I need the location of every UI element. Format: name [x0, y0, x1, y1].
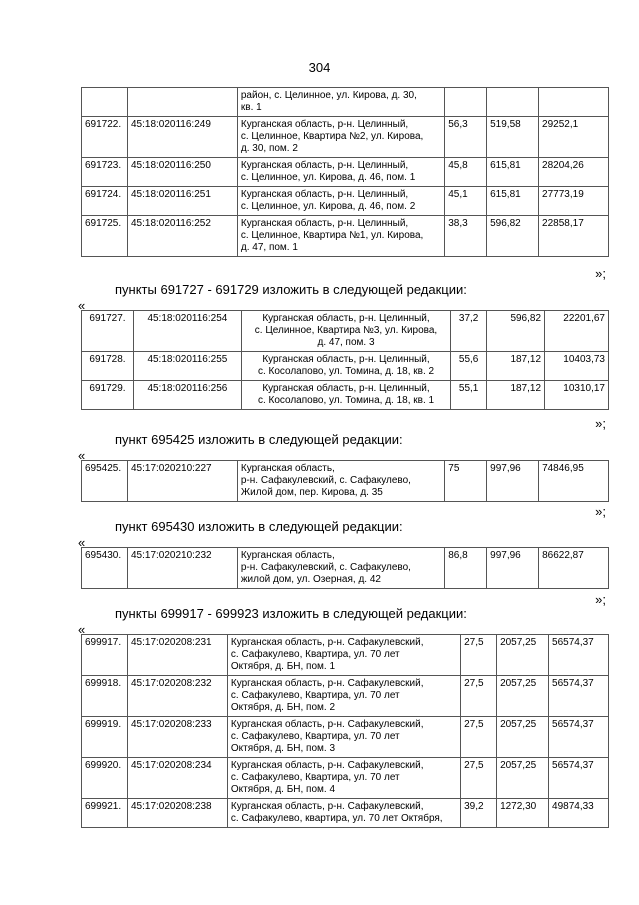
table-row [82, 187, 609, 216]
area-cell: 38,3 [445, 216, 487, 257]
address-line: с. Сафакулево, Квартира, ул. 70 лет [230, 731, 400, 742]
address-line: жилой дом, ул. Озерная, д. 42 [240, 574, 381, 585]
total-value-cell: 56574,37 [549, 758, 609, 799]
unit-price-cell: 2057,25 [497, 635, 549, 676]
address-line: Октября, д. БН, пом. 1 [230, 661, 336, 672]
instruction-text: пункт 695430 изложить в следующей редакции: [115, 519, 403, 534]
table-amendment [81, 460, 609, 502]
address-line: Курганская область, р-н. Целинный, [240, 160, 409, 171]
row-number-cell: 699917. [82, 635, 128, 676]
address-line: с. Сафакулево, Квартира, ул. 70 лет [230, 690, 400, 701]
row-number-cell: 699919. [82, 717, 128, 758]
row-number-cell: 691725. [82, 216, 128, 257]
row-number-cell: 691727. [82, 311, 134, 352]
address-line: р-н. Сафакулевский, с. Сафакулево, [240, 475, 411, 486]
open-quote: « [78, 535, 86, 550]
address-line: р-н. Сафакулевский, с. Сафакулево, [240, 562, 411, 573]
row-number-cell: 695425. [82, 461, 128, 502]
address-line: Курганская область, р-н. Целинный, [262, 313, 430, 324]
row-number-cell: 699921. [82, 799, 128, 828]
total-value-cell: 29252,1 [539, 117, 609, 158]
address-line: с. Косолапово, ул. Томина, д. 18, кв. 1 [257, 395, 435, 406]
total-value-cell: 27773,19 [539, 187, 609, 216]
address-line: с. Целинное, Квартира №2, ул. Кирова, [240, 131, 424, 142]
cadastral-number-cell: 45:17:020208:238 [127, 799, 227, 828]
address-cell [241, 381, 450, 410]
cadastral-number-cell: 45:18:020116:252 [127, 216, 237, 257]
table-row [82, 548, 609, 589]
area-cell: 75 [445, 461, 487, 502]
row-number-cell [82, 88, 128, 117]
address-line: Жилой дом, пер. Кирова, д. 35 [240, 487, 383, 498]
total-value-cell: 10403,73 [545, 352, 609, 381]
total-value-cell: 74846,95 [539, 461, 609, 502]
address-cell [237, 216, 444, 257]
table-amendment [81, 310, 609, 410]
area-cell: 55,1 [451, 381, 487, 410]
address-line: д. 47, пом. 1 [240, 242, 298, 253]
address-line: с. Целинное, Квартира №1, ул. Кирова, [240, 230, 424, 241]
total-value-cell: 86622,87 [539, 548, 609, 589]
address-cell [237, 88, 444, 117]
unit-price-cell: 1272,30 [497, 799, 549, 828]
row-number-cell: 699918. [82, 676, 128, 717]
address-cell [241, 352, 450, 381]
total-value-cell: 56574,37 [549, 676, 609, 717]
address-line: Курганская область, [240, 550, 335, 561]
table-amendment [81, 547, 609, 589]
cadastral-number-cell: 45:17:020208:233 [127, 717, 227, 758]
address-line: Курганская область, р-н. Сафакулевский, [230, 678, 424, 689]
cadastral-number-cell: 45:18:020116:255 [133, 352, 241, 381]
unit-price-cell: 2057,25 [497, 758, 549, 799]
close-quote: »; [595, 592, 606, 607]
unit-price-cell: 187,12 [487, 381, 545, 410]
address-line: Октября, д. БН, пом. 4 [230, 784, 336, 795]
total-value-cell [539, 88, 609, 117]
address-cell [241, 311, 450, 352]
address-cell [237, 187, 444, 216]
area-cell: 27,5 [461, 635, 497, 676]
address-line: д. 30, пом. 2 [240, 143, 298, 154]
row-number-cell: 691722. [82, 117, 128, 158]
area-cell: 86,8 [445, 548, 487, 589]
area-cell [445, 88, 487, 117]
unit-price-cell: 519,58 [487, 117, 539, 158]
row-number-cell: 699920. [82, 758, 128, 799]
address-line: Курганская область, р-н. Целинный, [240, 218, 409, 229]
instruction-text: пункты 699917 - 699923 изложить в следующей редакции: [115, 606, 467, 621]
table-row [82, 117, 609, 158]
table-row [82, 676, 609, 717]
unit-price-cell [487, 88, 539, 117]
unit-price-cell: 2057,25 [497, 717, 549, 758]
unit-price-cell: 596,82 [487, 311, 545, 352]
page-number: 304 [308, 60, 331, 75]
table-row [82, 158, 609, 187]
address-line: район, с. Целинное, ул. Кирова, д. 30, [240, 90, 417, 101]
unit-price-cell: 997,96 [487, 461, 539, 502]
close-quote: »; [595, 416, 606, 431]
address-cell [227, 676, 460, 717]
instruction-text: пункты 691727 - 691729 изложить в следующей редакции: [115, 282, 467, 297]
total-value-cell: 22201,67 [545, 311, 609, 352]
address-line: с. Сафакулево, Квартира, ул. 70 лет [230, 649, 400, 660]
address-cell [227, 799, 460, 828]
area-cell: 55,6 [451, 352, 487, 381]
area-cell: 45,1 [445, 187, 487, 216]
cadastral-number-cell: 45:17:020208:231 [127, 635, 227, 676]
table-row [82, 216, 609, 257]
row-number-cell: 691729. [82, 381, 134, 410]
address-line: с. Сафакулево, квартира, ул. 70 лет Октября, [230, 813, 443, 824]
address-line: с. Целинное, Квартира №3, ул. Кирова, [254, 325, 438, 336]
total-value-cell: 49874,33 [549, 799, 609, 828]
address-line: Октября, д. БН, пом. 2 [230, 702, 336, 713]
row-number-cell: 691724. [82, 187, 128, 216]
address-cell [237, 117, 444, 158]
address-cell [227, 758, 460, 799]
open-quote: « [78, 448, 86, 463]
cadastral-number-cell: 45:17:020208:232 [127, 676, 227, 717]
address-cell [237, 461, 444, 502]
address-line: с. Сафакулево, Квартира, ул. 70 лет [230, 772, 400, 783]
table-row [82, 635, 609, 676]
total-value-cell: 10310,17 [545, 381, 609, 410]
table-amendment [81, 634, 609, 828]
cadastral-number-cell: 45:17:020208:234 [127, 758, 227, 799]
area-cell: 45,8 [445, 158, 487, 187]
unit-price-cell: 187,12 [487, 352, 545, 381]
row-number-cell: 695430. [82, 548, 128, 589]
unit-price-cell: 596,82 [487, 216, 539, 257]
cadastral-number-cell: 45:17:020210:227 [127, 461, 237, 502]
address-line: кв. 1 [240, 102, 262, 113]
area-cell: 27,5 [461, 676, 497, 717]
cadastral-number-cell: 45:18:020116:251 [127, 187, 237, 216]
table-row [82, 758, 609, 799]
total-value-cell: 28204,26 [539, 158, 609, 187]
instruction-text: пункт 695425 изложить в следующей редакции: [115, 432, 403, 447]
unit-price-cell: 615,81 [487, 187, 539, 216]
address-line: Курганская область, р-н. Целинный, [240, 119, 409, 130]
total-value-cell: 56574,37 [549, 717, 609, 758]
address-cell [227, 635, 460, 676]
row-number-cell: 691728. [82, 352, 134, 381]
cadastral-number-cell: 45:18:020116:249 [127, 117, 237, 158]
address-line: д. 47, пом. 3 [317, 337, 375, 348]
address-line: Октября, д. БН, пом. 3 [230, 743, 336, 754]
address-line: с. Целинное, ул. Кирова, д. 46, пом. 2 [240, 201, 416, 212]
address-cell [227, 717, 460, 758]
address-line: Курганская область, р-н. Сафакулевский, [230, 801, 424, 812]
area-cell: 56,3 [445, 117, 487, 158]
address-cell [237, 158, 444, 187]
table-row [82, 381, 609, 410]
area-cell: 39,2 [461, 799, 497, 828]
table-row [82, 88, 609, 117]
address-line: Курганская область, р-н. Сафакулевский, [230, 760, 424, 771]
address-line: Курганская область, р-н. Сафакулевский, [230, 637, 424, 648]
open-quote: « [78, 298, 86, 313]
address-line: Курганская область, р-н. Сафакулевский, [230, 719, 424, 730]
table-continuation [81, 87, 609, 257]
total-value-cell: 22858,17 [539, 216, 609, 257]
area-cell: 37,2 [451, 311, 487, 352]
table-row [82, 352, 609, 381]
table-row [82, 461, 609, 502]
cadastral-number-cell: 45:17:020210:232 [127, 548, 237, 589]
area-cell: 27,5 [461, 758, 497, 799]
address-line: Курганская область, р-н. Целинный, [262, 383, 430, 394]
table-row [82, 799, 609, 828]
table-row [82, 717, 609, 758]
close-quote: »; [595, 266, 606, 281]
area-cell: 27,5 [461, 717, 497, 758]
row-number-cell: 691723. [82, 158, 128, 187]
address-line: Курганская область, [240, 463, 335, 474]
address-line: с. Косолапово, ул. Томина, д. 18, кв. 2 [257, 366, 435, 377]
cadastral-number-cell [127, 88, 237, 117]
cadastral-number-cell: 45:18:020116:254 [133, 311, 241, 352]
unit-price-cell: 2057,25 [497, 676, 549, 717]
address-line: Курганская область, р-н. Целинный, [262, 354, 430, 365]
unit-price-cell: 615,81 [487, 158, 539, 187]
total-value-cell: 56574,37 [549, 635, 609, 676]
close-quote: »; [595, 504, 606, 519]
cadastral-number-cell: 45:18:020116:250 [127, 158, 237, 187]
address-cell [237, 548, 444, 589]
unit-price-cell: 997,96 [487, 548, 539, 589]
table-row [82, 311, 609, 352]
open-quote: « [78, 622, 86, 637]
address-line: Курганская область, р-н. Целинный, [240, 189, 409, 200]
cadastral-number-cell: 45:18:020116:256 [133, 381, 241, 410]
address-line: с. Целинное, ул. Кирова, д. 46, пом. 1 [240, 172, 416, 183]
